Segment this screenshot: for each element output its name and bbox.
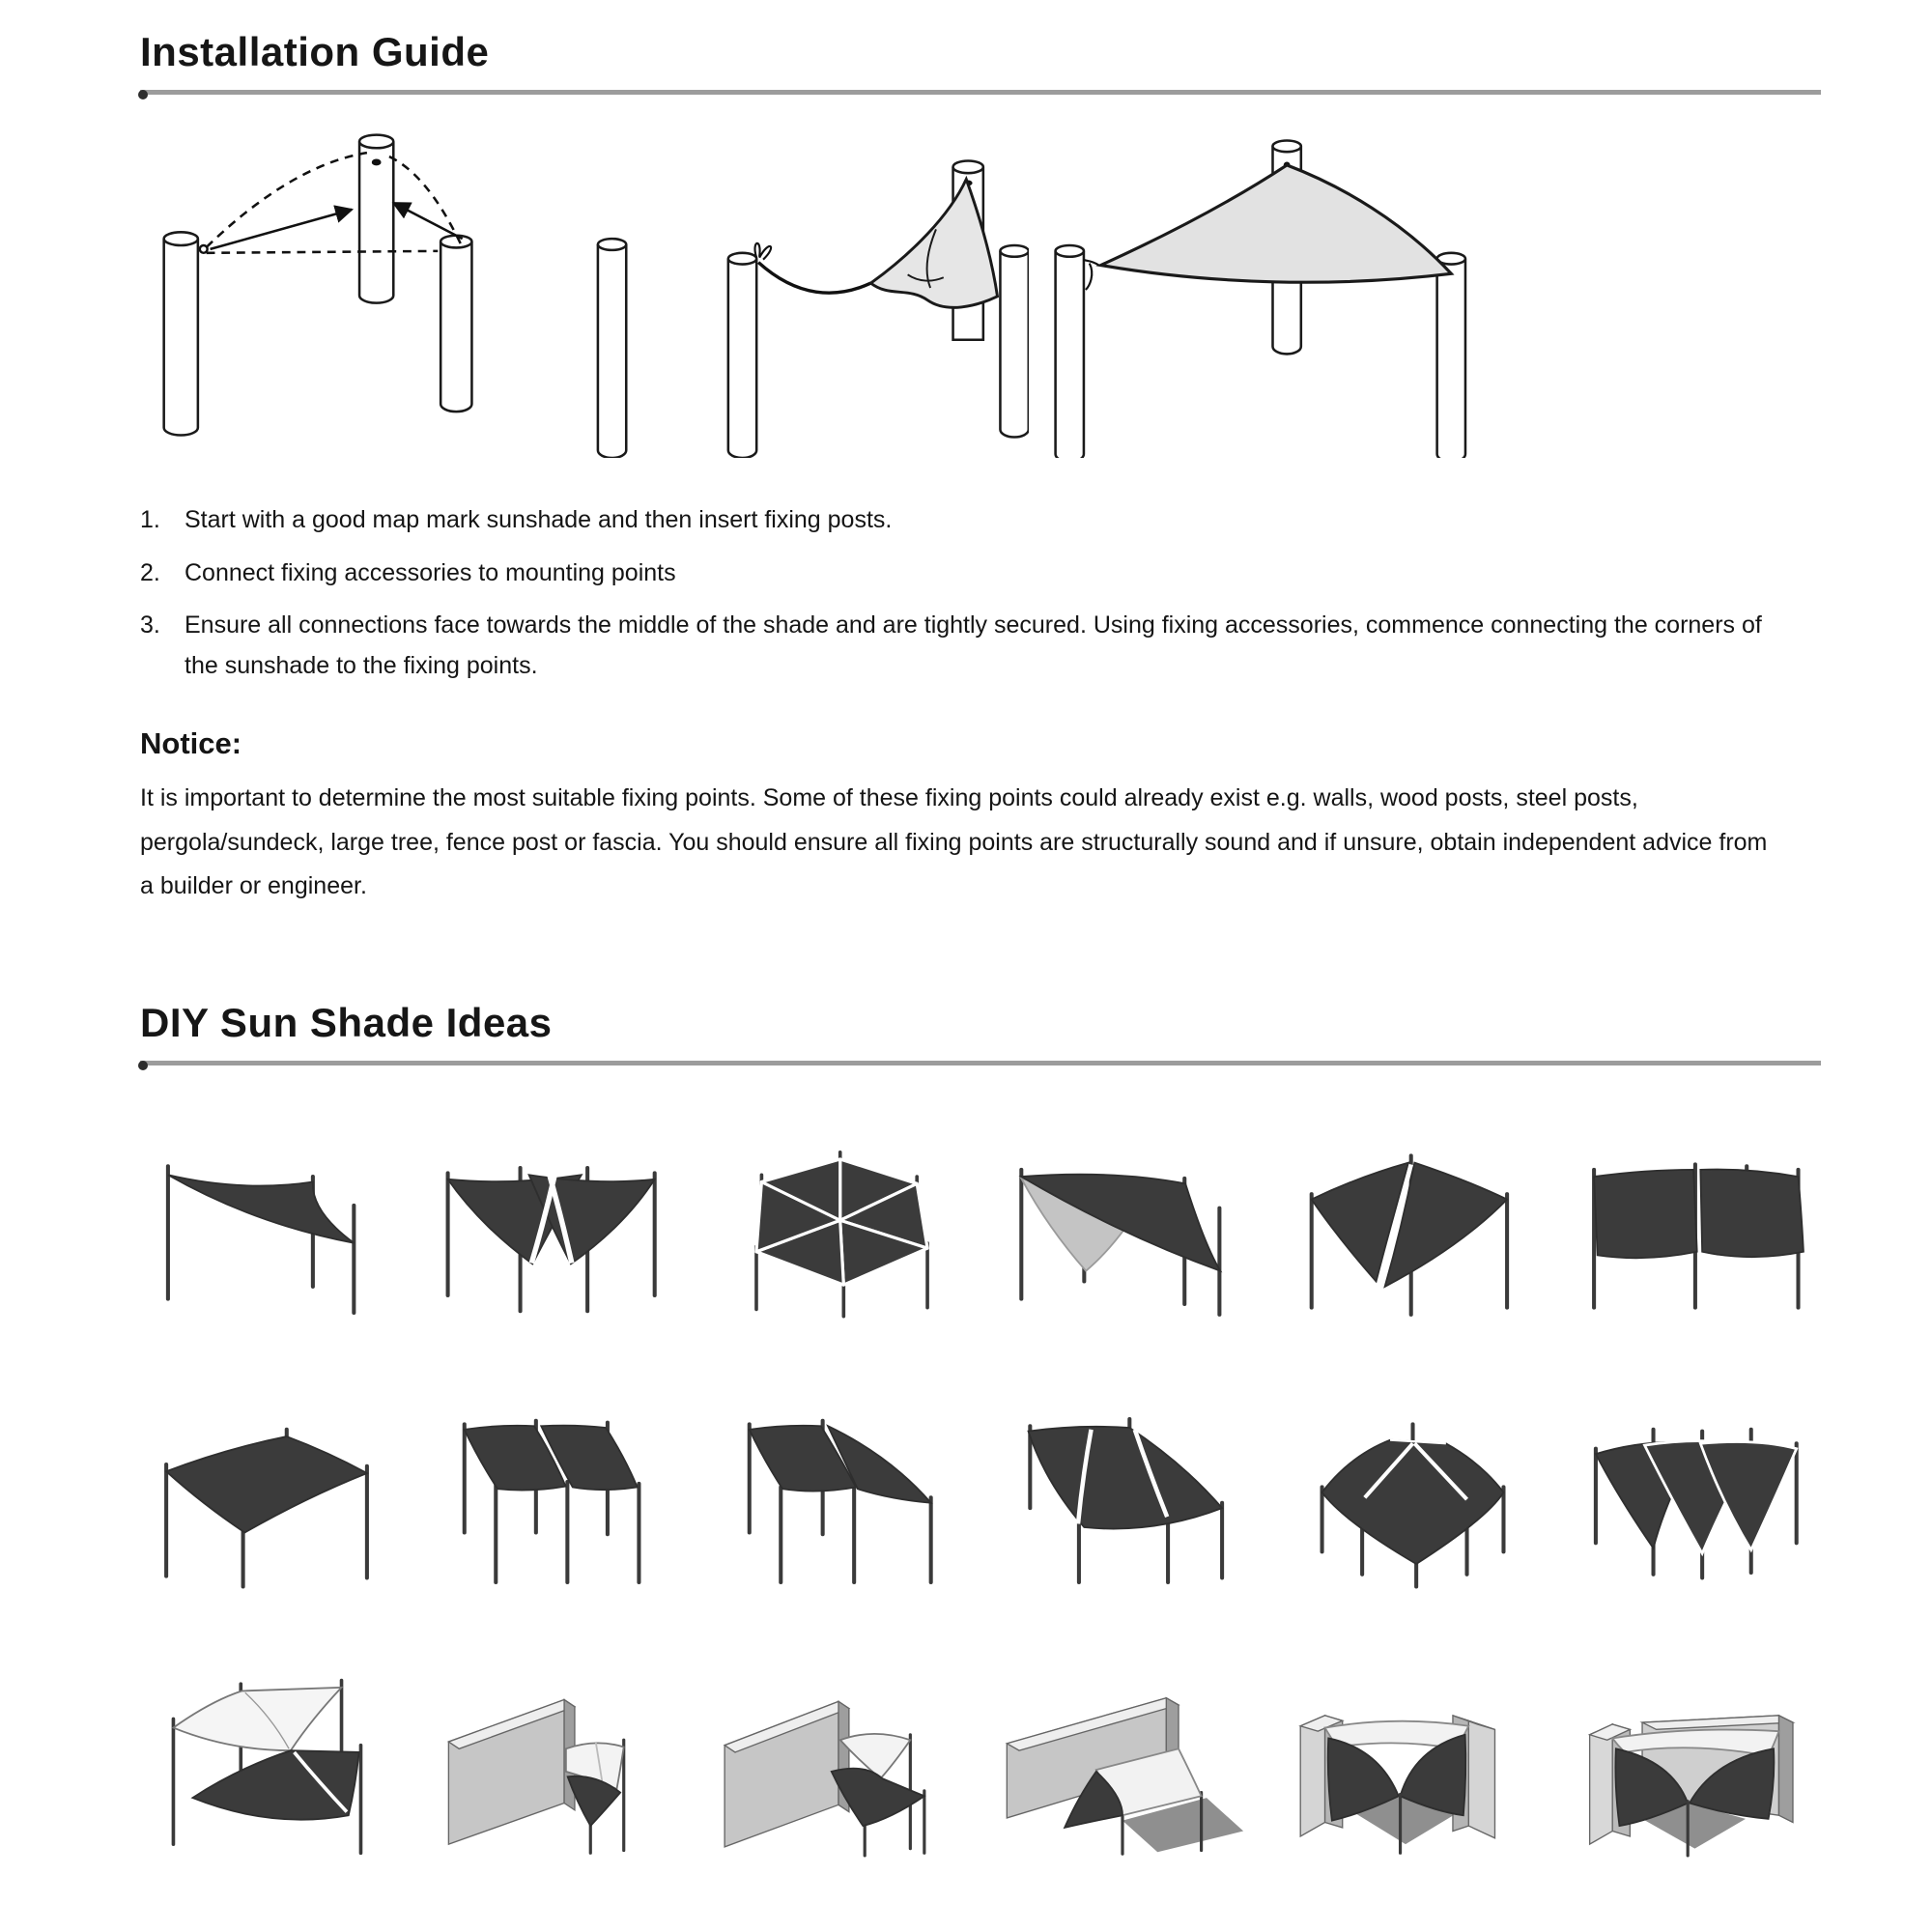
idea-wall-canopy-with-shadow <box>991 1654 1254 1868</box>
idea-triple-swag-canopy <box>1568 1392 1821 1600</box>
idea-twin-triangles-4-posts <box>426 1129 679 1334</box>
idea-row-3 <box>140 1654 1821 1868</box>
idea-corner-walls-butterfly-sail <box>1558 1654 1821 1868</box>
idea-twin-walls-butterfly-sail <box>1274 1654 1537 1868</box>
idea-triangle-sail-3-posts <box>140 1129 393 1334</box>
idea-ridge-tent-canopy <box>997 1392 1250 1600</box>
idea-row-1 <box>140 1129 1821 1334</box>
installation-diagram-step1 <box>140 118 584 458</box>
step-3-text: Ensure all connections face towards the middle of the shade and are tightly secured. Using fixing accessories, commence connecting the corners of the sunshade to the fixing points. <box>185 611 1762 679</box>
idea-overlapping-light-dark-triangles <box>997 1129 1250 1334</box>
section-rule-2 <box>140 1061 1821 1065</box>
mark-positions-and-insert-posts-illustration <box>140 118 584 458</box>
attach-sail-corner-with-rope-illustration <box>584 118 1029 458</box>
step-2 <box>140 554 1821 594</box>
installation-diagrams <box>140 118 1821 458</box>
idea-layered-light-dark-squares <box>140 1654 403 1868</box>
diy-ideas-title: DIY Sun Shade Ideas <box>140 999 553 1045</box>
step-3 <box>140 606 1821 686</box>
idea-row-2 <box>140 1392 1821 1600</box>
step-2-text: Connect fixing accessories to mounting points <box>185 558 676 586</box>
idea-wall-mounted-pinwheel-sails <box>707 1654 970 1868</box>
section-rule <box>140 90 1821 95</box>
idea-square-diamond-sail <box>140 1392 393 1600</box>
installation-diagram-step3 <box>1029 118 1473 458</box>
step-2-number: 2. <box>140 558 160 586</box>
idea-hexagon-petal-canopy <box>711 1129 964 1334</box>
rule-dot-2 <box>138 1061 148 1070</box>
rule-dot <box>138 90 148 99</box>
idea-double-slanted-panels <box>426 1392 679 1600</box>
step-3-number: 3. <box>140 611 160 639</box>
installation-steps <box>140 500 1821 686</box>
installation-guide-title: Installation Guide <box>140 29 490 74</box>
step-1-number: 1. <box>140 506 160 533</box>
step-1 <box>140 500 1821 541</box>
idea-twin-peak-triangles <box>1282 1129 1535 1334</box>
idea-wall-mounted-twin-sails <box>424 1654 687 1868</box>
idea-slanted-panel-with-triangle <box>711 1392 964 1600</box>
tensioned-triangle-sail-illustration <box>1029 118 1473 458</box>
notice-text: It is important to determine the most suitable fixing points. Some of these fixing points could already exist e.g. walls, wood posts, steel posts, pergola/sundeck, large tree, fence post or fascia. You should ensure all fixing points are structurally sound and if unsure, obtain independent advice from a builder or engineer. <box>140 784 1768 899</box>
idea-twin-square-panels <box>1568 1129 1821 1334</box>
notice-title: Notice: <box>140 726 242 760</box>
step-1-text: Start with a good map mark sunshade and then insert fixing posts. <box>185 506 893 533</box>
idea-hexagon-marquee-drape <box>1282 1392 1535 1600</box>
installation-diagram-step2 <box>584 118 1029 458</box>
